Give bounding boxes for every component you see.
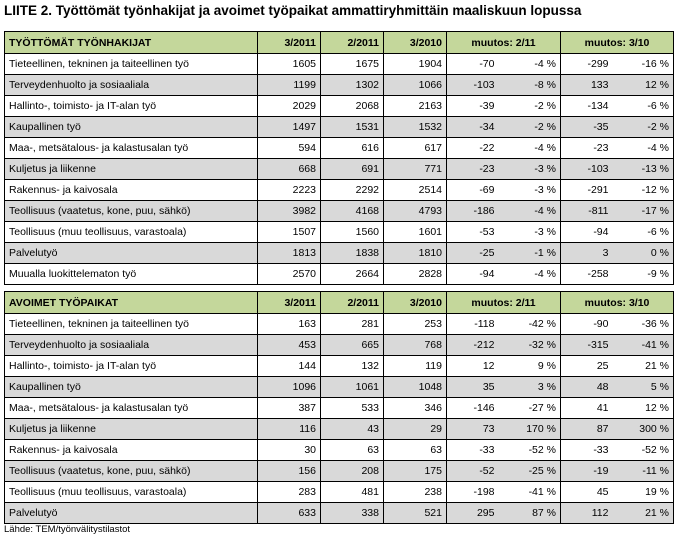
change-3-10-pct: -11 % xyxy=(613,461,674,482)
value-3-2010: 2163 xyxy=(384,96,447,117)
value-3-2010: 1048 xyxy=(384,377,447,398)
value-3-2010: 2828 xyxy=(384,264,447,285)
value-2-2011: 1675 xyxy=(321,54,384,75)
value-2-2011: 533 xyxy=(321,398,384,419)
value-3-2010: 768 xyxy=(384,335,447,356)
change-3-10-pct: -6 % xyxy=(613,222,674,243)
value-3-2010: 175 xyxy=(384,461,447,482)
change-2-11: -198 xyxy=(447,482,499,503)
value-3-2011: 1605 xyxy=(258,54,321,75)
row-label: Rakennus- ja kaivosala xyxy=(5,180,258,201)
change-2-11-pct: -4 % xyxy=(499,201,561,222)
change-3-10: 133 xyxy=(561,75,613,96)
table-row xyxy=(5,398,674,419)
row-label: Hallinto-, toimisto- ja IT-alan työ xyxy=(5,96,258,117)
change-2-11: -53 xyxy=(447,222,499,243)
change-2-11-pct: -27 % xyxy=(499,398,561,419)
value-3-2011: 30 xyxy=(258,440,321,461)
change-2-11: -70 xyxy=(447,54,499,75)
change-3-10-pct: 19 % xyxy=(613,482,674,503)
value-2-2011: 2292 xyxy=(321,180,384,201)
header-3-2011: 3/2011 xyxy=(258,32,321,54)
change-3-10-pct: -12 % xyxy=(613,180,674,201)
change-3-10: -299 xyxy=(561,54,613,75)
value-3-2011: 668 xyxy=(258,159,321,180)
change-3-10: 112 xyxy=(561,503,613,524)
change-2-11: -103 xyxy=(447,75,499,96)
change-2-11: -39 xyxy=(447,96,499,117)
value-2-2011: 691 xyxy=(321,159,384,180)
change-2-11-pct: -2 % xyxy=(499,96,561,117)
change-2-11-pct: -8 % xyxy=(499,75,561,96)
change-2-11-pct: -3 % xyxy=(499,222,561,243)
change-3-10: -315 xyxy=(561,335,613,356)
header-change-2-11: muutos: 2/11 xyxy=(447,32,561,54)
change-3-10-pct: -16 % xyxy=(613,54,674,75)
value-3-2011: 156 xyxy=(258,461,321,482)
change-3-10-pct: 300 % xyxy=(613,419,674,440)
change-2-11-pct: -4 % xyxy=(499,54,561,75)
change-2-11: -118 xyxy=(447,314,499,335)
table-row xyxy=(5,482,674,503)
row-label: Teollisuus (vaatetus, kone, puu, sähkö) xyxy=(5,461,258,482)
value-3-2010: 1601 xyxy=(384,222,447,243)
change-2-11: -34 xyxy=(447,117,499,138)
change-3-10: -23 xyxy=(561,138,613,159)
value-2-2011: 1560 xyxy=(321,222,384,243)
change-2-11: -69 xyxy=(447,180,499,201)
change-3-10: -103 xyxy=(561,159,613,180)
table-row xyxy=(5,117,674,138)
table-row xyxy=(5,222,674,243)
change-3-10-pct: -17 % xyxy=(613,201,674,222)
row-label: Tieteellinen, tekninen ja taiteellinen työ xyxy=(5,314,258,335)
change-3-10-pct: 21 % xyxy=(613,503,674,524)
row-label: Kaupallinen työ xyxy=(5,117,258,138)
row-label: Palvelutyö xyxy=(5,243,258,264)
change-3-10-pct: -52 % xyxy=(613,440,674,461)
table-row xyxy=(5,201,674,222)
change-2-11-pct: -52 % xyxy=(499,440,561,461)
change-3-10-pct: 5 % xyxy=(613,377,674,398)
header-2-2011: 2/2011 xyxy=(321,32,384,54)
value-3-2010: 4793 xyxy=(384,201,447,222)
value-2-2011: 1061 xyxy=(321,377,384,398)
value-2-2011: 208 xyxy=(321,461,384,482)
table-row xyxy=(5,440,674,461)
change-3-10-pct: 12 % xyxy=(613,75,674,96)
value-2-2011: 616 xyxy=(321,138,384,159)
table-row xyxy=(5,159,674,180)
value-3-2011: 1813 xyxy=(258,243,321,264)
row-label: Terveydenhuolto ja sosiaaliala xyxy=(5,75,258,96)
table-row xyxy=(5,461,674,482)
change-2-11-pct: -1 % xyxy=(499,243,561,264)
header-2-2011: 2/2011 xyxy=(321,292,384,314)
value-3-2011: 2029 xyxy=(258,96,321,117)
change-3-10: 48 xyxy=(561,377,613,398)
table-row xyxy=(5,243,674,264)
row-label: Maa-, metsätalous- ja kalastusalan työ xyxy=(5,138,258,159)
change-3-10-pct: -36 % xyxy=(613,314,674,335)
row-label: Muualla luokittelematon työ xyxy=(5,264,258,285)
header-change-2-11: muutos: 2/11 xyxy=(447,292,561,314)
change-2-11: -25 xyxy=(447,243,499,264)
row-label: Tieteellinen, tekninen ja taiteellinen työ xyxy=(5,54,258,75)
change-2-11-pct: -32 % xyxy=(499,335,561,356)
table-row xyxy=(5,419,674,440)
change-3-10-pct: -9 % xyxy=(613,264,674,285)
row-label: Kuljetus ja liikenne xyxy=(5,419,258,440)
change-3-10: -33 xyxy=(561,440,613,461)
value-2-2011: 2664 xyxy=(321,264,384,285)
change-2-11-pct: -42 % xyxy=(499,314,561,335)
row-label: Rakennus- ja kaivosala xyxy=(5,440,258,461)
change-3-10: -90 xyxy=(561,314,613,335)
value-3-2011: 3982 xyxy=(258,201,321,222)
change-2-11-pct: -4 % xyxy=(499,264,561,285)
value-3-2010: 521 xyxy=(384,503,447,524)
header-change-3-10: muutos: 3/10 xyxy=(561,292,674,314)
change-2-11: 12 xyxy=(447,356,499,377)
change-2-11-pct: 87 % xyxy=(499,503,561,524)
value-2-2011: 1531 xyxy=(321,117,384,138)
table-row xyxy=(5,377,674,398)
header-3-2010: 3/2010 xyxy=(384,292,447,314)
value-2-2011: 338 xyxy=(321,503,384,524)
change-2-11-pct: -3 % xyxy=(499,180,561,201)
value-2-2011: 665 xyxy=(321,335,384,356)
value-3-2011: 116 xyxy=(258,419,321,440)
change-2-11-pct: -2 % xyxy=(499,117,561,138)
change-2-11: 35 xyxy=(447,377,499,398)
header-category: TYÖTTÖMÄT TYÖNHAKIJAT xyxy=(5,32,258,54)
change-3-10-pct: -4 % xyxy=(613,138,674,159)
value-3-2010: 771 xyxy=(384,159,447,180)
change-3-10: -811 xyxy=(561,201,613,222)
value-2-2011: 1302 xyxy=(321,75,384,96)
change-2-11-pct: -25 % xyxy=(499,461,561,482)
table-row xyxy=(5,314,674,335)
unemployed-jobseekers-table xyxy=(4,31,674,285)
source-note: Lähde: TEM/työnvälitystilastot xyxy=(4,524,131,535)
change-3-10: -94 xyxy=(561,222,613,243)
value-3-2010: 2514 xyxy=(384,180,447,201)
row-label: Teollisuus (vaatetus, kone, puu, sähkö) xyxy=(5,201,258,222)
value-3-2010: 1810 xyxy=(384,243,447,264)
change-3-10: 41 xyxy=(561,398,613,419)
row-label: Teollisuus (muu teollisuus, varastoala) xyxy=(5,222,258,243)
table-header-row xyxy=(5,32,674,54)
value-3-2010: 119 xyxy=(384,356,447,377)
change-2-11: -212 xyxy=(447,335,499,356)
change-2-11: -186 xyxy=(447,201,499,222)
change-2-11: 73 xyxy=(447,419,499,440)
value-3-2011: 387 xyxy=(258,398,321,419)
value-3-2010: 1066 xyxy=(384,75,447,96)
value-3-2010: 1532 xyxy=(384,117,447,138)
change-3-10: -35 xyxy=(561,117,613,138)
value-2-2011: 481 xyxy=(321,482,384,503)
header-category: AVOIMET TYÖPAIKAT xyxy=(5,292,258,314)
header-3-2010: 3/2010 xyxy=(384,32,447,54)
value-2-2011: 43 xyxy=(321,419,384,440)
header-change-3-10: muutos: 3/10 xyxy=(561,32,674,54)
value-3-2010: 253 xyxy=(384,314,447,335)
table-header-row xyxy=(5,292,674,314)
table-row xyxy=(5,180,674,201)
value-3-2011: 1497 xyxy=(258,117,321,138)
value-3-2011: 283 xyxy=(258,482,321,503)
table-row xyxy=(5,335,674,356)
header-3-2011: 3/2011 xyxy=(258,292,321,314)
change-2-11-pct: -41 % xyxy=(499,482,561,503)
row-label: Kuljetus ja liikenne xyxy=(5,159,258,180)
value-2-2011: 1838 xyxy=(321,243,384,264)
value-2-2011: 281 xyxy=(321,314,384,335)
value-2-2011: 2068 xyxy=(321,96,384,117)
change-2-11: 295 xyxy=(447,503,499,524)
change-3-10: -291 xyxy=(561,180,613,201)
table-row xyxy=(5,96,674,117)
change-3-10-pct: -6 % xyxy=(613,96,674,117)
change-2-11-pct: 3 % xyxy=(499,377,561,398)
change-3-10: 3 xyxy=(561,243,613,264)
value-2-2011: 132 xyxy=(321,356,384,377)
change-3-10-pct: -2 % xyxy=(613,117,674,138)
change-3-10: 87 xyxy=(561,419,613,440)
change-2-11: -146 xyxy=(447,398,499,419)
row-label: Hallinto-, toimisto- ja IT-alan työ xyxy=(5,356,258,377)
change-2-11: -33 xyxy=(447,440,499,461)
open-vacancies-table xyxy=(4,291,674,524)
value-3-2011: 453 xyxy=(258,335,321,356)
value-3-2010: 617 xyxy=(384,138,447,159)
change-2-11-pct: -4 % xyxy=(499,138,561,159)
change-2-11: -22 xyxy=(447,138,499,159)
change-2-11-pct: 170 % xyxy=(499,419,561,440)
change-3-10-pct: -41 % xyxy=(613,335,674,356)
change-2-11: -52 xyxy=(447,461,499,482)
table-row xyxy=(5,503,674,524)
value-3-2011: 163 xyxy=(258,314,321,335)
change-2-11-pct: -3 % xyxy=(499,159,561,180)
change-3-10-pct: 12 % xyxy=(613,398,674,419)
table-row xyxy=(5,356,674,377)
row-label: Palvelutyö xyxy=(5,503,258,524)
change-2-11: -23 xyxy=(447,159,499,180)
value-2-2011: 4168 xyxy=(321,201,384,222)
value-3-2010: 346 xyxy=(384,398,447,419)
value-3-2010: 29 xyxy=(384,419,447,440)
row-label: Kaupallinen työ xyxy=(5,377,258,398)
table-row xyxy=(5,54,674,75)
change-3-10-pct: 21 % xyxy=(613,356,674,377)
value-3-2011: 144 xyxy=(258,356,321,377)
table-row xyxy=(5,138,674,159)
change-3-10: -258 xyxy=(561,264,613,285)
change-3-10: -19 xyxy=(561,461,613,482)
change-2-11-pct: 9 % xyxy=(499,356,561,377)
value-3-2011: 1507 xyxy=(258,222,321,243)
change-3-10: 25 xyxy=(561,356,613,377)
change-2-11: -94 xyxy=(447,264,499,285)
value-3-2011: 2223 xyxy=(258,180,321,201)
value-3-2011: 594 xyxy=(258,138,321,159)
value-3-2010: 63 xyxy=(384,440,447,461)
value-3-2011: 633 xyxy=(258,503,321,524)
row-label: Maa-, metsätalous- ja kalastusalan työ xyxy=(5,398,258,419)
change-3-10: 45 xyxy=(561,482,613,503)
change-3-10-pct: 0 % xyxy=(613,243,674,264)
row-label: Teollisuus (muu teollisuus, varastoala) xyxy=(5,482,258,503)
change-3-10: -134 xyxy=(561,96,613,117)
change-3-10-pct: -13 % xyxy=(613,159,674,180)
value-3-2010: 1904 xyxy=(384,54,447,75)
value-3-2010: 238 xyxy=(384,482,447,503)
table-row xyxy=(5,264,674,285)
value-3-2011: 1199 xyxy=(258,75,321,96)
page-title: LIITE 2. Työttömät työnhakijat ja avoimet työpaikat ammattiryhmittäin maaliskuun lopussa xyxy=(4,3,582,18)
row-label: Terveydenhuolto ja sosiaaliala xyxy=(5,335,258,356)
value-3-2011: 1096 xyxy=(258,377,321,398)
value-2-2011: 63 xyxy=(321,440,384,461)
table-row xyxy=(5,75,674,96)
value-3-2011: 2570 xyxy=(258,264,321,285)
